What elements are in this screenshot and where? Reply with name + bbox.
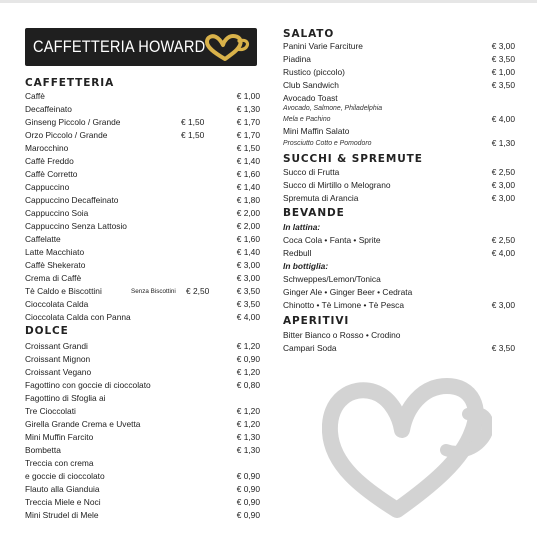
item-description: Prosciutto Cotto e Pomodoro: [283, 140, 372, 147]
item-name: Bombetta: [25, 445, 61, 455]
item-price: € 1,20: [236, 406, 260, 416]
menu-item: [25, 155, 260, 168]
menu-item: [25, 483, 260, 496]
item-name: Avocado Toast: [283, 93, 338, 103]
coffee-cup-heart-icon: [322, 370, 492, 520]
item-note: Senza Biscottini: [131, 288, 176, 295]
menu-item: [25, 194, 260, 207]
item-name: Crema di Caffè: [25, 273, 82, 283]
item-name: Tè Caldo e Biscottini: [25, 286, 102, 296]
item-name: Mini Strudel di Mele: [25, 510, 99, 520]
item-price: € 4,00: [236, 312, 260, 322]
item-price: € 1,20: [236, 367, 260, 377]
menu-item: [25, 272, 260, 285]
item-name: Redbull: [283, 248, 312, 258]
item-price: € 0,90: [236, 510, 260, 520]
item-price: € 0,80: [236, 380, 260, 390]
item-name: Cioccolata Calda: [25, 299, 89, 309]
item-price-small: € 1,50: [181, 130, 205, 140]
item-name: Club Sandwich: [283, 80, 339, 90]
item-price: € 1,30: [491, 138, 515, 148]
item-name: Ginger Ale • Ginger Beer • Cedrata: [283, 287, 413, 297]
menu-item: [25, 379, 260, 392]
item-price: € 3,50: [491, 343, 515, 353]
menu-item: [283, 342, 515, 355]
item-name: Panini Varie Farciture: [283, 41, 363, 51]
item-price: € 2,50: [491, 235, 515, 245]
item-price: € 1,60: [236, 169, 260, 179]
item-price: € 3,00: [491, 300, 515, 310]
menu-item: [283, 192, 515, 205]
item-name: Girella Grande Crema e Uvetta: [25, 419, 141, 429]
item-price: € 1,20: [236, 341, 260, 351]
logo-banner: [25, 28, 257, 66]
item-price: € 3,00: [491, 193, 515, 203]
item-name: Caffelatte: [25, 234, 61, 244]
menu-item: [25, 129, 260, 142]
item-name: Mini Maffin Salato: [283, 126, 350, 136]
menu-item: [25, 311, 260, 324]
item-name: Chinotto • Tè Limone • Tè Pesca: [283, 300, 405, 310]
coffee-cup-heart-icon: [203, 33, 251, 62]
subheading-in-bottiglia: In bottiglia:: [283, 261, 329, 271]
item-name: Latte Macchiato: [25, 247, 85, 257]
item-price: € 2,00: [236, 208, 260, 218]
menu-item: [25, 246, 260, 259]
menu-item: [25, 220, 260, 233]
item-name: Coca Cola • Fanta • Sprite: [283, 235, 381, 245]
menu-item: [25, 207, 260, 220]
item-price: € 1,70: [236, 130, 260, 140]
item-price: € 3,50: [491, 80, 515, 90]
menu-item: [25, 444, 260, 457]
item-price: € 1,30: [236, 104, 260, 114]
section-title-salato: SALATO: [283, 28, 335, 40]
menu-item: [25, 496, 260, 509]
item-price: € 4,00: [491, 248, 515, 258]
item-name: Ginseng Piccolo / Grande: [25, 117, 121, 127]
item-price: € 1,80: [236, 195, 260, 205]
item-name: Cioccolata Calda con Panna: [25, 312, 131, 322]
item-price: € 1,00: [491, 67, 515, 77]
item-name: Schweppes/Lemon/Tonica: [283, 274, 381, 284]
item-price: € 1,20: [236, 419, 260, 429]
item-price: € 1,00: [236, 91, 260, 101]
menu-item: [25, 340, 260, 353]
item-price: € 3,00: [491, 41, 515, 51]
item-price: € 1,50: [236, 143, 260, 153]
menu-item: [25, 285, 260, 298]
section-title-aperitivi: APERITIVI: [283, 315, 350, 327]
menu-item: [283, 234, 515, 247]
menu-item: [25, 233, 260, 246]
logo-title: CAFFETTERIA HOWARD: [33, 37, 206, 56]
menu-item: [25, 431, 260, 444]
section-title-bevande: BEVANDE: [283, 207, 345, 219]
item-name: Croissant Mignon: [25, 354, 91, 364]
item-name: Cappuccino Senza Lattosio: [25, 221, 127, 231]
item-name: Bitter Bianco o Rosso • Crodino: [283, 330, 401, 340]
menu-item: [283, 247, 515, 260]
item-name: Croissant Grandi: [25, 341, 88, 351]
menu-item: [25, 405, 260, 418]
item-name: Succo di Mirtillo o Melograno: [283, 180, 391, 190]
menu-item: [283, 137, 515, 150]
menu-item: [283, 286, 515, 299]
menu-item: [283, 166, 515, 179]
item-price: € 1,70: [236, 117, 260, 127]
subheading-in-lattina: In lattina:: [283, 222, 321, 232]
menu-item: [283, 53, 515, 66]
item-name: Cappuccino Decaffeinato: [25, 195, 119, 205]
item-name: Mini Muffin Farcito: [25, 432, 94, 442]
item-name: e goccie di cioccolato: [25, 471, 105, 481]
menu-item: [25, 298, 260, 311]
item-price: € 1,40: [236, 247, 260, 257]
item-name: Tre Cioccolati: [25, 406, 76, 416]
item-name: Fagottino con goccie di cioccolato: [25, 380, 151, 390]
item-name: Treccia con crema: [25, 458, 94, 468]
item-price: € 4,00: [491, 114, 515, 124]
item-price: € 1,40: [236, 156, 260, 166]
item-price: € 3,00: [236, 260, 260, 270]
item-price: € 1,40: [236, 182, 260, 192]
menu-item: [283, 329, 515, 342]
item-name: Decaffeinato: [25, 104, 72, 114]
menu-item: [25, 168, 260, 181]
item-name: Flauto alla Gianduia: [25, 484, 100, 494]
menu-item: [283, 299, 515, 312]
item-price: € 0,90: [236, 497, 260, 507]
item-name: Caffè Shekerato: [25, 260, 86, 270]
menu-item: [25, 470, 260, 483]
menu-item: [25, 457, 260, 470]
item-description: Mela e Pachino: [283, 116, 331, 123]
section-title-caffetteria: CAFFETTERIA: [25, 77, 115, 89]
item-price: € 1,30: [236, 432, 260, 442]
item-name: Rustico (piccolo): [283, 67, 345, 77]
item-price: € 3,50: [236, 286, 260, 296]
menu-item: [25, 116, 260, 129]
item-price: € 0,90: [236, 354, 260, 364]
section-title-succhi: SUCCHI & SPREMUTE: [283, 153, 423, 165]
item-price: € 2,50: [491, 167, 515, 177]
item-price: € 3,50: [491, 54, 515, 64]
item-name: Treccia Miele e Noci: [25, 497, 101, 507]
item-name: Orzo Piccolo / Grande: [25, 130, 108, 140]
menu-item: [25, 418, 260, 431]
item-price: € 3,50: [236, 299, 260, 309]
item-price: € 1,30: [236, 445, 260, 455]
item-price: € 1,60: [236, 234, 260, 244]
menu-item: [25, 181, 260, 194]
item-name: Piadina: [283, 54, 311, 64]
item-name: Caffè: [25, 91, 45, 101]
item-name: Succo di Frutta: [283, 167, 340, 177]
menu-item: [283, 66, 515, 79]
item-price: € 0,90: [236, 471, 260, 481]
menu-item: [25, 142, 260, 155]
item-price-small: € 2,50: [186, 286, 210, 296]
item-name: Campari Soda: [283, 343, 337, 353]
menu-item: [25, 90, 260, 103]
item-price: € 2,00: [236, 221, 260, 231]
menu-item: [283, 40, 515, 53]
item-name: Cappuccino Soia: [25, 208, 89, 218]
item-name: Spremuta di Arancia: [283, 193, 359, 203]
menu-item: [283, 273, 515, 286]
menu-item: [25, 509, 260, 522]
item-price: € 3,00: [236, 273, 260, 283]
item-price: € 0,90: [236, 484, 260, 494]
section-title-dolce: DOLCE: [25, 325, 69, 337]
menu-item: [25, 366, 260, 379]
menu-item: [283, 79, 515, 92]
menu-item: [25, 103, 260, 116]
menu-item: [25, 353, 260, 366]
item-name: Caffè Freddo: [25, 156, 74, 166]
menu-item: [283, 179, 515, 192]
item-price-small: € 1,50: [181, 117, 205, 127]
item-price: € 3,00: [491, 180, 515, 190]
item-name: Cappuccino: [25, 182, 70, 192]
item-name: Croissant Vegano: [25, 367, 92, 377]
menu-item: [25, 259, 260, 272]
menu-item: [25, 392, 260, 405]
item-description: Avocado, Salmone, Philadelphia: [283, 105, 383, 112]
item-name: Fagottino di Sfoglia ai: [25, 393, 106, 403]
item-name: Caffè Corretto: [25, 169, 78, 179]
top-border: [0, 0, 537, 3]
item-name: Marocchino: [25, 143, 69, 153]
